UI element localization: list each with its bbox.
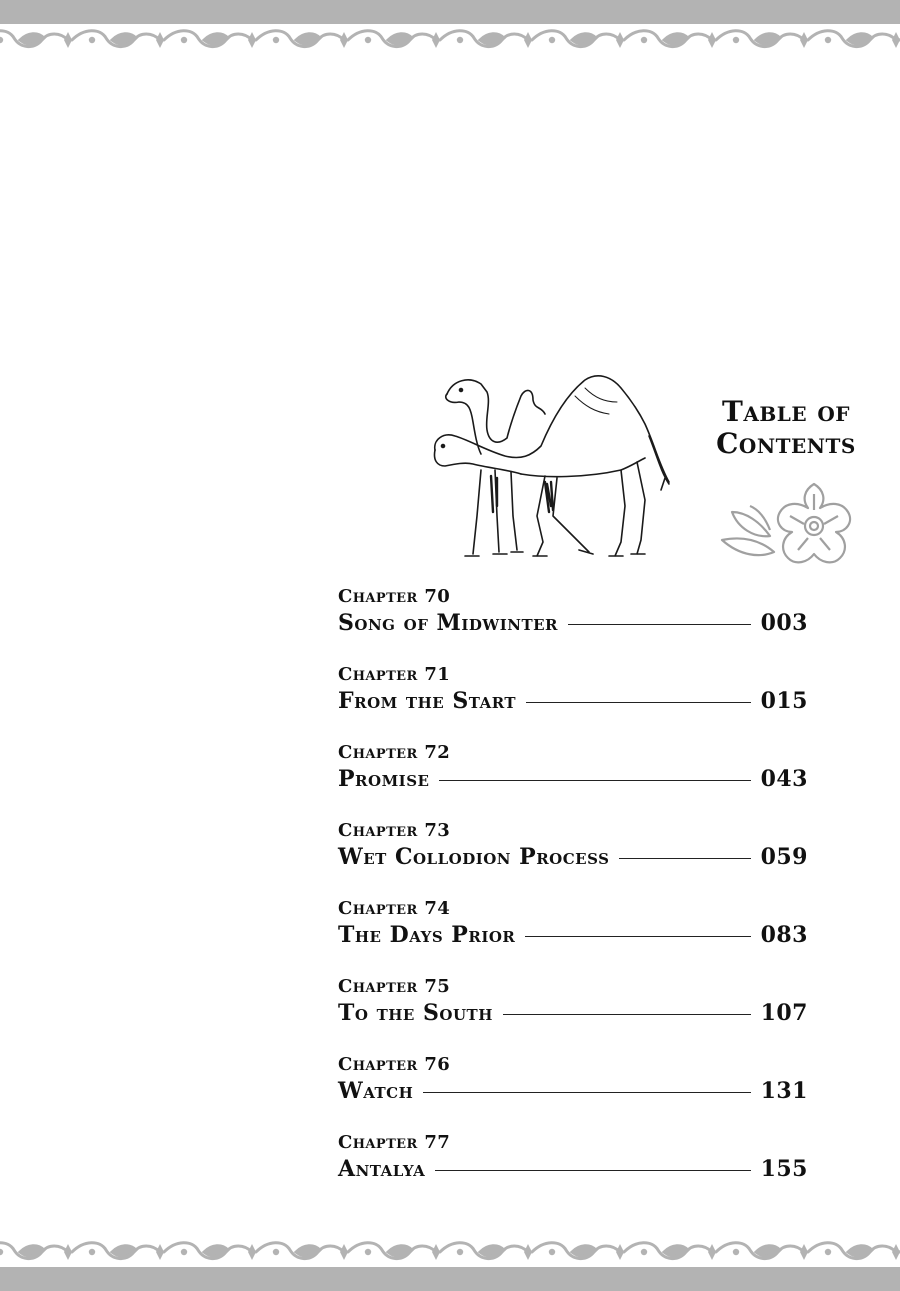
chapter-label: Chapter 75 [338, 976, 451, 997]
page-number: 059 [760, 844, 808, 870]
chapter-title: To the South [338, 1000, 493, 1026]
camels-illustration-icon [425, 366, 675, 566]
page-number: 015 [760, 688, 808, 714]
dot-leader-line [423, 1092, 750, 1093]
page-number: 155 [760, 1156, 808, 1182]
chapter-label: Chapter 74 [338, 898, 451, 919]
toc-entry[interactable] [338, 898, 808, 976]
toc-entry[interactable] [338, 1132, 808, 1210]
table-of-contents-heading: Table of Contents [716, 395, 856, 460]
flower-ornament-icon [716, 476, 858, 568]
toc-entry[interactable] [338, 820, 808, 898]
chapter-label: Chapter 73 [338, 820, 451, 841]
dot-leader-line [435, 1170, 750, 1171]
bottom-ornamental-border [0, 1238, 900, 1266]
chapter-title: From the Start [338, 688, 517, 714]
chapter-title: The Days Prior [338, 922, 516, 948]
page-number: 003 [760, 610, 808, 636]
chapter-title: Watch [338, 1078, 414, 1104]
page-number: 043 [760, 766, 808, 792]
dot-leader-line [525, 936, 750, 937]
page-number: 107 [760, 1000, 808, 1026]
chapter-label: Chapter 72 [338, 742, 451, 763]
bottom-border-band [0, 1267, 900, 1291]
chapter-label: Chapter 71 [338, 664, 451, 685]
chapter-title: Song of Midwinter [338, 610, 559, 636]
chapter-label: Chapter 76 [338, 1054, 451, 1075]
page-number: 131 [760, 1078, 808, 1104]
chapter-label: Chapter 77 [338, 1132, 451, 1153]
toc-entry[interactable] [338, 976, 808, 1054]
toc-entry[interactable] [338, 664, 808, 742]
chapter-title: Promise [338, 766, 430, 792]
page-number: 083 [760, 922, 808, 948]
chapter-title: Antalya [338, 1156, 426, 1182]
top-ornamental-border [0, 26, 900, 54]
chapter-title: Wet Collodion Process [338, 844, 610, 870]
toc-entries [338, 586, 808, 1210]
chapter-label: Chapter 70 [338, 586, 451, 607]
toc-entry[interactable] [338, 1054, 808, 1132]
toc-entry[interactable] [338, 742, 808, 820]
top-border-band [0, 0, 900, 24]
dot-leader-line [619, 858, 750, 859]
dot-leader-line [526, 702, 750, 703]
dot-leader-line [503, 1014, 751, 1015]
toc-entry[interactable] [338, 586, 808, 664]
dot-leader-line [439, 780, 750, 781]
dot-leader-line [568, 624, 751, 625]
